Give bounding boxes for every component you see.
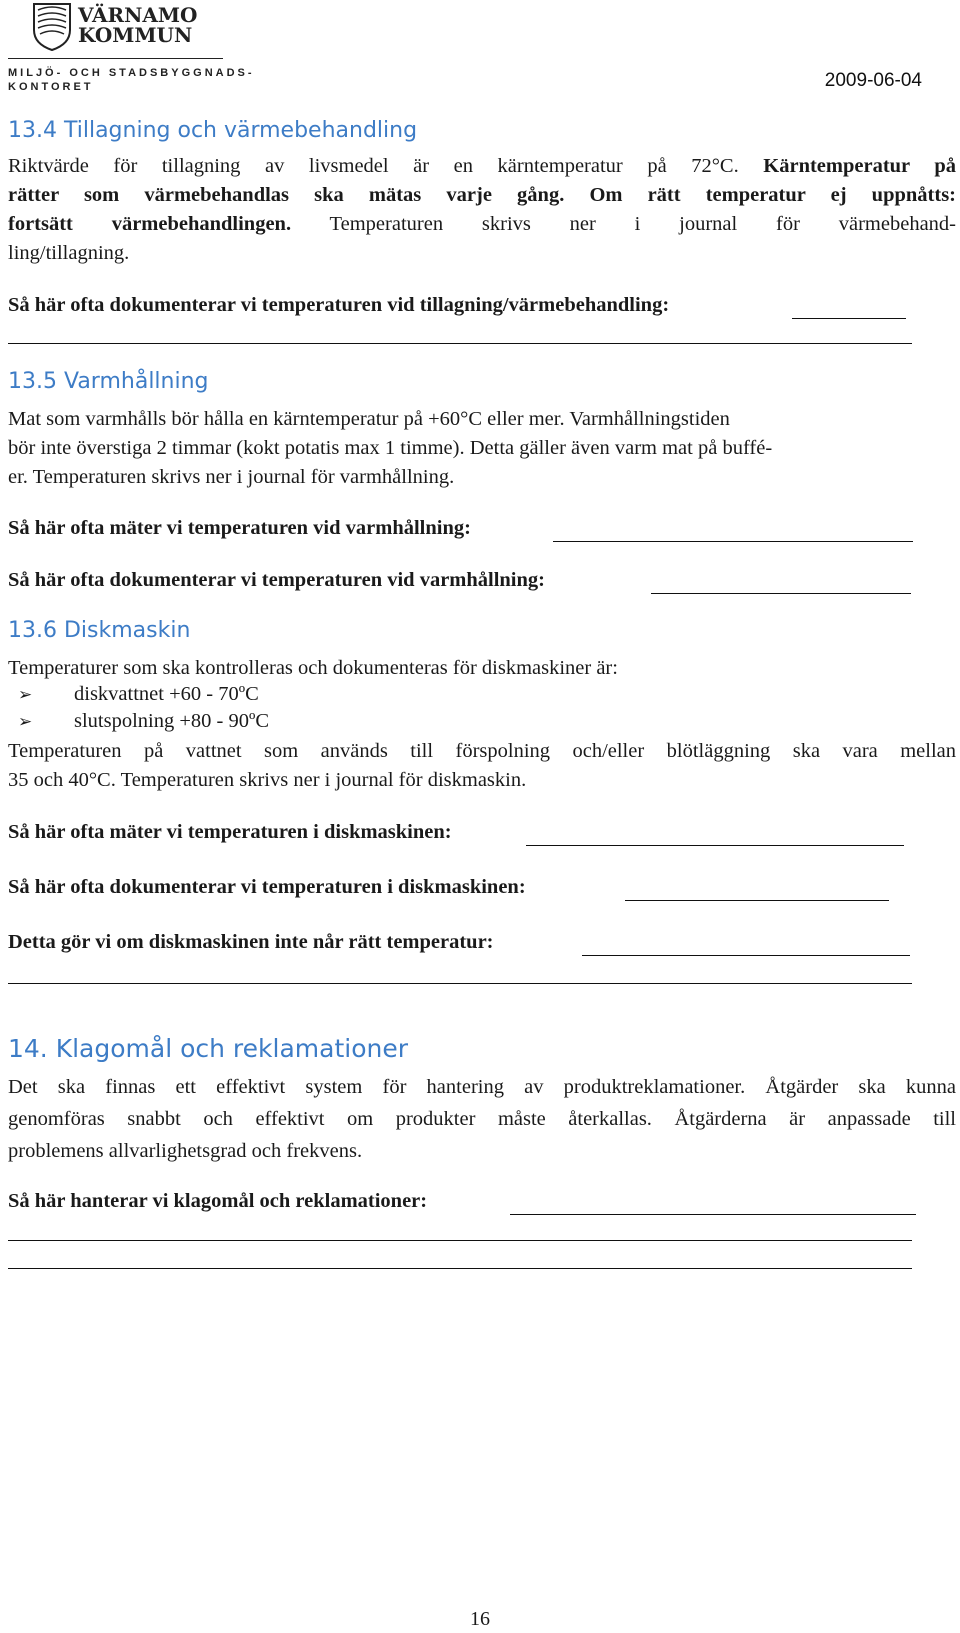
paragraph-13-5-line-3: er. Temperaturen skrivs ner i journal för varmhållning. bbox=[8, 466, 455, 488]
answer-line[interactable] bbox=[8, 1240, 912, 1241]
answer-line[interactable] bbox=[792, 318, 906, 319]
answer-line[interactable] bbox=[8, 983, 912, 984]
paragraph-13-5-line-2: bör inte överstiga 2 timmar (kokt potatis max 1 timme). Detta gäller även varm mat på buffé- bbox=[8, 437, 773, 459]
paragraph-13-6-line-2: 35 och 40°C. Temperaturen skrivs ner i journal för diskmaskin. bbox=[8, 769, 527, 791]
question-doc-frequency-holding: Så här ofta dokumenterar vi temperaturen vid varmhållning: bbox=[8, 569, 545, 591]
paragraph-13-4-line-3: fortsätt värmebehandlingen. Temperaturen skrivs ner i journal för värmebehand- bbox=[8, 213, 956, 235]
question-dishwasher-action: Detta gör vi om diskmaskinen inte når rätt temperatur: bbox=[8, 931, 494, 953]
svg-text:KOMMUN: KOMMUN bbox=[78, 23, 193, 47]
arrow-bullet-icon: ➢ bbox=[18, 712, 33, 731]
arrow-bullet-icon: ➢ bbox=[18, 685, 33, 704]
varnamo-kommun-logo bbox=[32, 0, 212, 55]
list-item: ➢ diskvattnet +60 - 70ºC bbox=[18, 683, 259, 705]
question-doc-frequency-dishwasher: Så här ofta dokumenterar vi temperaturen i diskmaskinen: bbox=[8, 876, 526, 898]
answer-line[interactable] bbox=[553, 541, 913, 542]
list-item: ➢ slutspolning +80 - 90ºC bbox=[18, 710, 270, 732]
paragraph-13-6-line-1: Temperaturen på vattnet som används till förspolning och/eller blötläggning ska vara mellan bbox=[8, 740, 956, 762]
heading-13-6: 13.6 Diskmaskin bbox=[8, 618, 191, 643]
svg-text:VÄRNAMO: VÄRNAMO bbox=[78, 3, 198, 27]
paragraph-13-6-intro: Temperaturer som ska kontrolleras och dokumenteras för diskmaskiner är: bbox=[8, 657, 618, 679]
answer-line[interactable] bbox=[651, 593, 911, 594]
answer-line[interactable] bbox=[8, 1268, 912, 1269]
question-complaints-handling: Så här hanterar vi klagomål och reklamationer: bbox=[8, 1190, 428, 1212]
department-name: MILJÖ- OCH STADSBYGGNADS- KONTORET bbox=[8, 67, 255, 93]
answer-line[interactable] bbox=[526, 845, 904, 846]
header-divider bbox=[8, 58, 223, 59]
document-date: 2009-06-04 bbox=[824, 70, 922, 91]
question-measure-frequency-holding: Så här ofta mäter vi temperaturen vid varmhållning: bbox=[8, 517, 471, 539]
paragraph-13-4-line-4: ling/tillagning. bbox=[8, 242, 130, 264]
paragraph-14-line-2: genomföras snabbt och effektivt om produkter måste återkallas. Åtgärderna är anpassade till bbox=[8, 1108, 956, 1130]
municipality-crest-icon bbox=[32, 0, 212, 55]
answer-line[interactable] bbox=[582, 955, 910, 956]
heading-14: 14. Klagomål och reklamationer bbox=[8, 1034, 408, 1063]
answer-line[interactable] bbox=[8, 343, 912, 344]
heading-13-5: 13.5 Varmhållning bbox=[8, 369, 209, 394]
paragraph-13-5-line-1: Mat som varmhålls bör hålla en kärntemperatur på +60°C eller mer. Varmhållningstiden bbox=[8, 408, 730, 430]
paragraph-14-line-1: Det ska finnas ett effektivt system för hantering av produktreklamationer. Åtgärder ska kunna bbox=[8, 1076, 956, 1098]
page-number: 16 bbox=[470, 1608, 490, 1630]
question-measure-frequency-dishwasher: Så här ofta mäter vi temperaturen i diskmaskinen: bbox=[8, 821, 452, 843]
question-doc-frequency-heating: Så här ofta dokumenterar vi temperaturen vid tillagning/värmebehandling: bbox=[8, 294, 670, 316]
answer-line[interactable] bbox=[625, 900, 889, 901]
heading-13-4: 13.4 Tillagning och värmebehandling bbox=[8, 118, 418, 143]
paragraph-14-line-3: problemens allvarlighetsgrad och frekvens. bbox=[8, 1140, 363, 1162]
paragraph-13-4-line-2: rätter som värmebehandlas ska mätas varje gång. Om rätt temperatur ej uppnåtts: bbox=[8, 184, 956, 206]
answer-line[interactable] bbox=[510, 1214, 916, 1215]
paragraph-13-4-line-1: Riktvärde för tillagning av livsmedel är en kärntemperatur på 72°C. Kärntemperatur på bbox=[8, 155, 956, 177]
